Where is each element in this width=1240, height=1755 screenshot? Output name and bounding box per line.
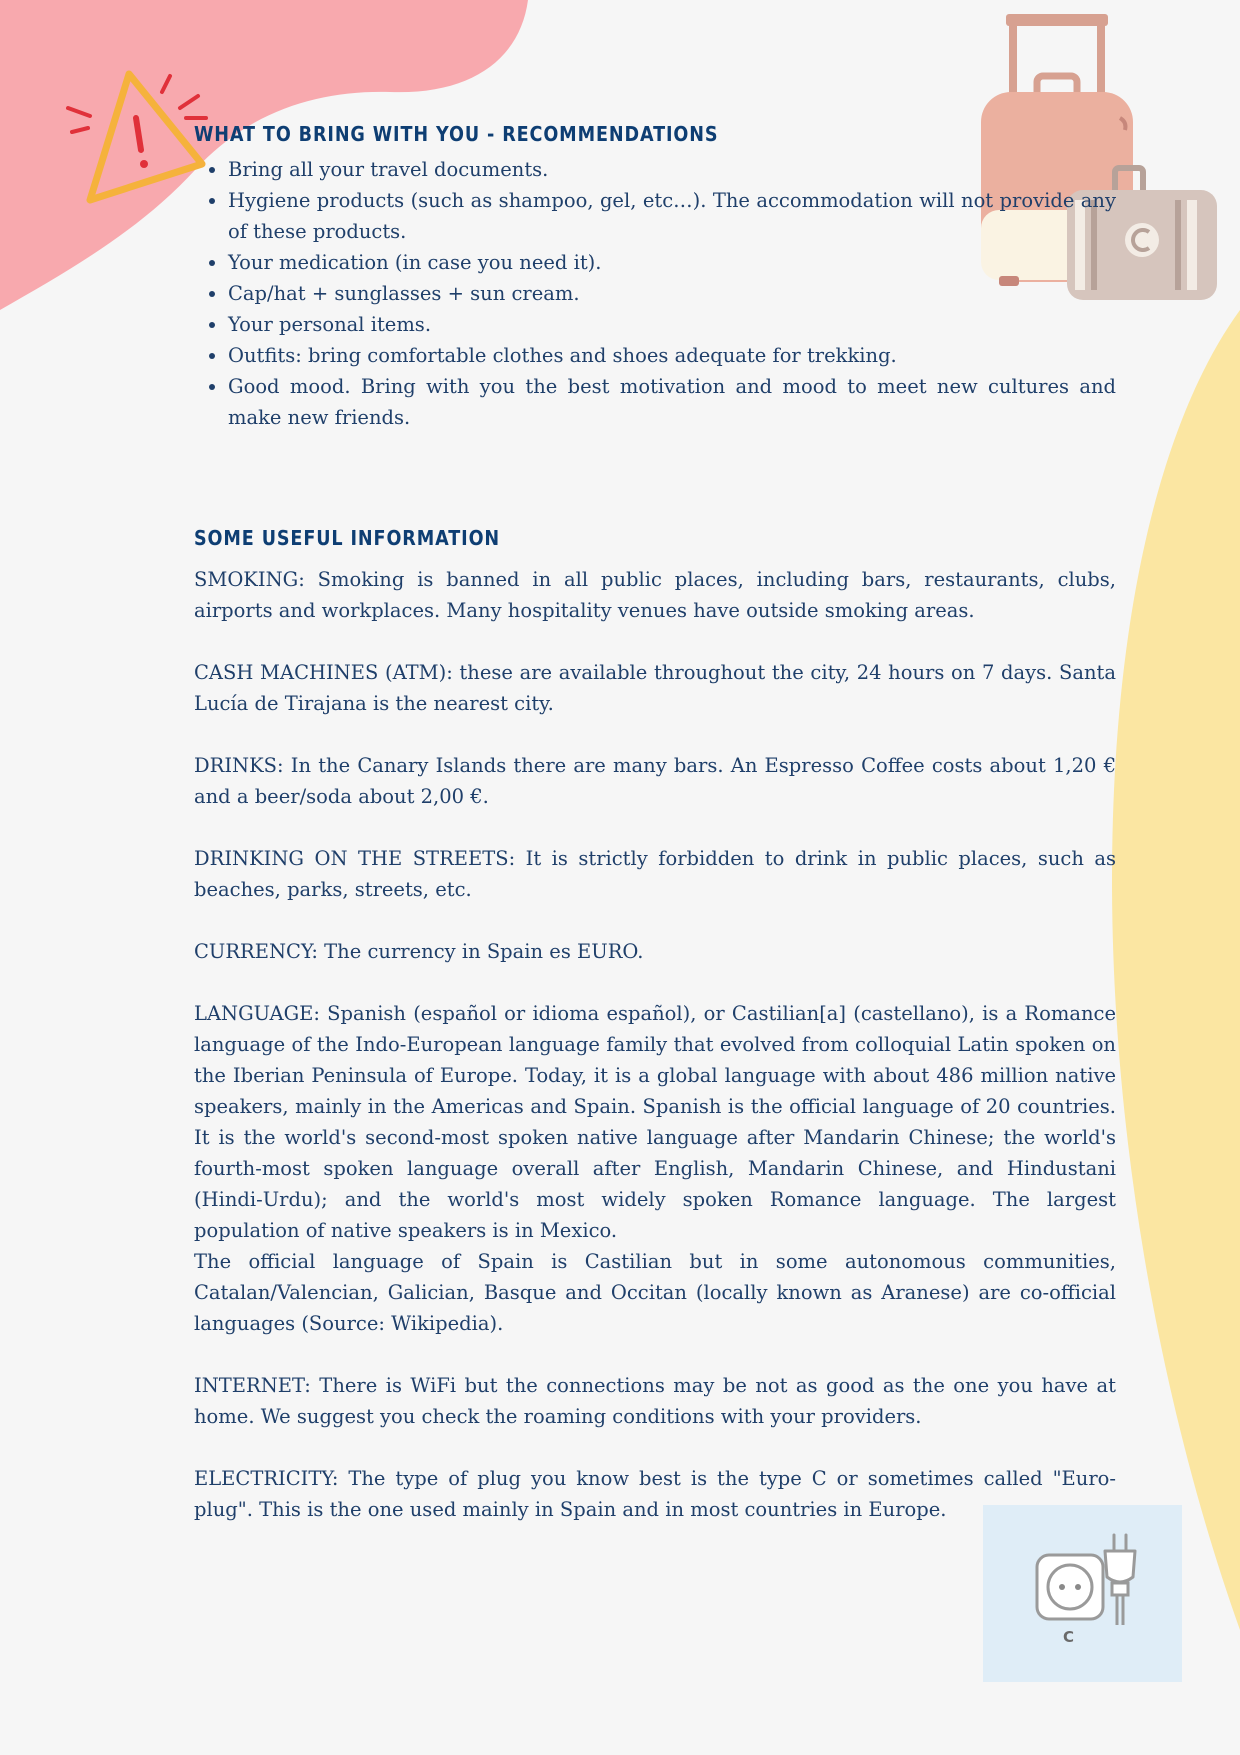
type-c-socket-and-plug-icon [983,1505,1182,1682]
plug-type-label: C [1063,1628,1075,1646]
internet-paragraph: INTERNET: There is WiFi but the connections may be not as good as the one you have at home. We suggest you check the roaming conditions with your providers. [194,1374,1116,1428]
recommendations-heading: WHAT TO BRING WITH YOU - RECOMMENDATIONS [194,122,719,146]
smoking-paragraph: SMOKING: Smoking is banned in all public places, including bars, restaurants, clubs, airports and workplaces. Many hospitality venues have outside smoking areas. [194,568,1116,622]
list-item: • Your personal items. [228,309,1116,340]
list-item: • Bring all your travel documents. [228,154,1116,185]
drinking-streets-paragraph: DRINKING ON THE STREETS: It is strictly forbidden to drink in public places, such as beaches, parks, streets, etc. [194,847,1116,901]
list-item: • Cap/hat + sunglasses + sun cream. [228,278,1116,309]
currency-paragraph: CURRENCY: The currency in Spain es EURO. [194,940,644,963]
plug-image [983,1505,1182,1682]
list-item: • Your medication (in case you need it). [228,247,1116,278]
recommendations-list [194,154,1116,433]
useful-information-section [194,526,1116,1556]
drinks-paragraph: DRINKS: In the Canary Islands there are many bars. An Espresso Coffee costs about 1,20 € and a beer/soda about 2,00 €. [194,754,1116,808]
cash-machines-paragraph: CASH MACHINES (ATM): these are available throughout the city, 24 hours on 7 days. Santa Lucía de Tirajana is the nearest city. [194,661,1116,715]
warning-triangle-icon [66,66,211,211]
list-item: • Outfits: bring comfortable clothes and shoes adequate for trekking. [228,340,1116,371]
list-item: • Good mood. Bring with you the best motivation and mood to meet new cultures and make new friends. [228,371,1116,433]
useful-information-heading: SOME USEFUL INFORMATION [194,526,501,550]
electricity-paragraph: ELECTRICITY: The type of plug you know best is the type C or sometimes called "Euro-plug". This is the one used mainly in Spain and in most countries in Europe. [194,1467,1116,1521]
list-item: • Hygiene products (such as shampoo, gel, etc…). The accommodation will not provide any of these products. [228,185,1116,247]
language-paragraph: LANGUAGE: Spanish (español or idioma español), or Castilian[a] (castellano), is a Romance language of the Indo-European language family that evolved from colloquial Latin spoken on the Iberian Peninsula of Europe. Today, it is a global language with about 486 million native speakers, mainly in the Americas and Spain. Spanish is the official language of 20 countries. It is the world's second-most spoken native language after Mandarin Chinese; the world's fourth-most spoken language overall after English, Mandarin Chinese, and Hindustani (Hindi-Urdu); and the world's most widely spoken Romance language. The largest population of native speakers is in Mexico. [194,1002,1116,1242]
recommendations-section [194,122,1116,433]
language-official-paragraph: The official language of Spain is Castilian but in some autonomous communities, Catalan/Valencian, Galician, Basque and Occitan (locally known as Aranese) are co-official languages (Source: Wikipedia). [194,1250,1116,1335]
